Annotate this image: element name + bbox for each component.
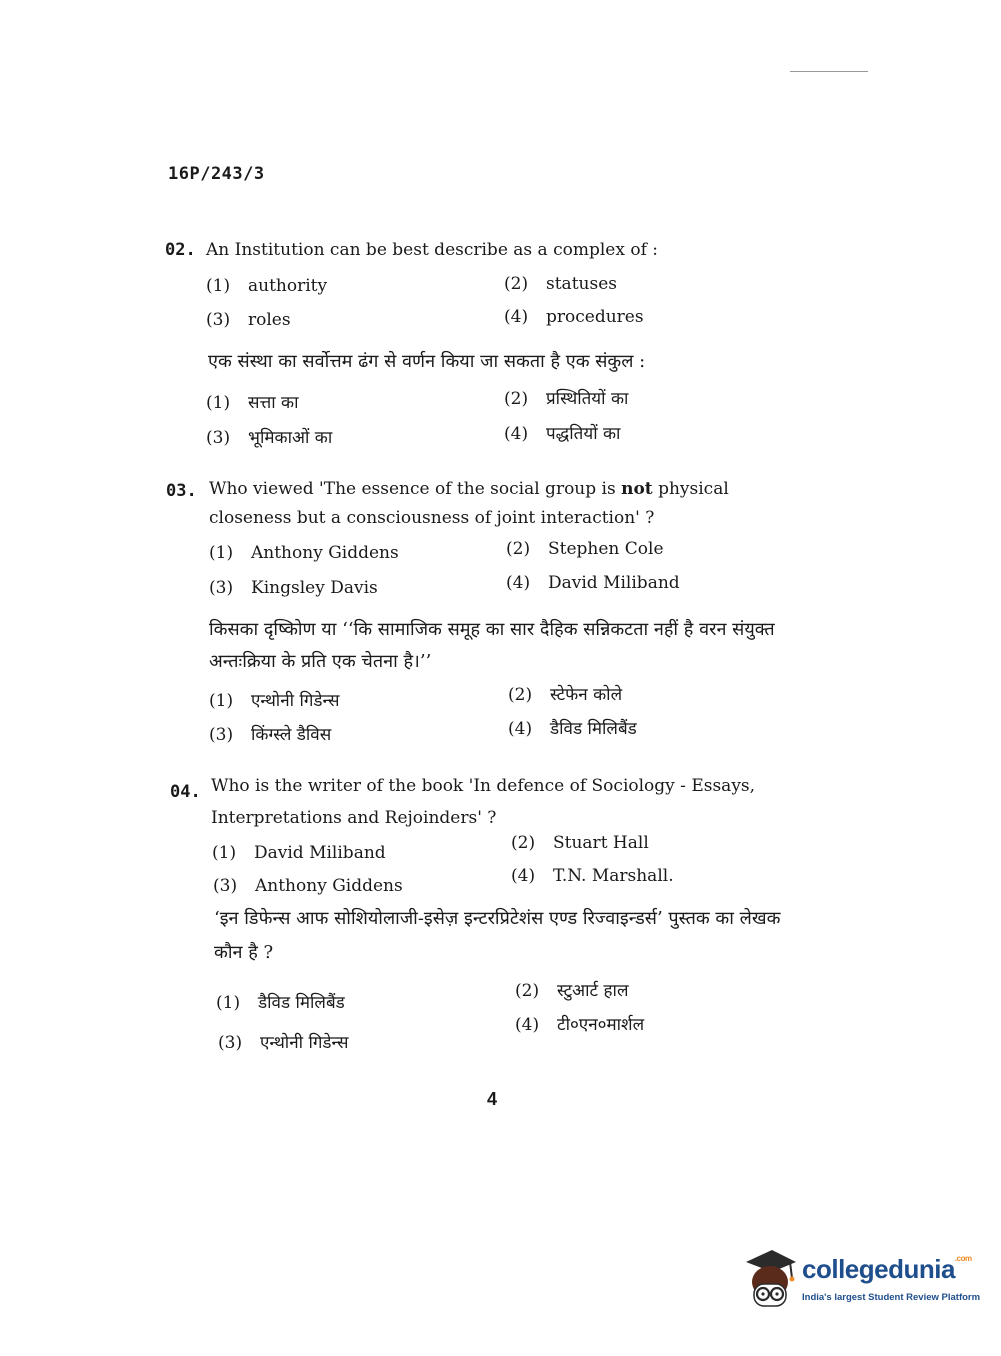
option-1-hindi: (1) डैविड मिलिबैंड — [216, 993, 345, 1013]
question-text: Who viewed 'The essence of the social group is not physical closeness but a consciousness of joint interaction' ? — [209, 479, 729, 528]
question-text-hindi: किसका दृष्किोण या ‘‘कि सामाजिक समूह का सार दैहिक सन्निकटता नहीं है वरन संयुक्त अन्तःक्रिया के प्रति एक चेतना है।’’ — [209, 619, 775, 672]
option-4: (4) procedures — [504, 307, 644, 327]
option-3: (3) Anthony Giddens — [213, 876, 403, 896]
option-2-hindi: (2) स्टुआर्ट हाल — [515, 981, 629, 1001]
question-text-hindi: एक संस्था का सर्वोत्तम ढंग से वर्णन किया जा सकता है एक संकुल : — [208, 351, 646, 372]
option-4: (4) David Miliband — [506, 573, 680, 593]
mascot-icon — [742, 1248, 798, 1312]
option-1-hindi: (1) एन्थोनी गिडेन्स — [209, 691, 340, 711]
option-4: (4) T.N. Marshall. — [511, 866, 674, 886]
question-text: An Institution can be best describe as a complex of : — [206, 240, 658, 260]
option-3-hindi: (3) भूमिकाओं का — [206, 428, 333, 448]
question-text: Who is the writer of the book 'In defence of Sociology - Essays, Interpretations and Rejoinders' ? — [211, 776, 756, 828]
page-number: 4 — [487, 1089, 498, 1109]
option-2: (2) Stephen Cole — [506, 539, 664, 559]
option-4-hindi: (4) डैविड मिलिबैंड — [508, 719, 637, 739]
paper-code: 16P/243/3 — [168, 164, 265, 184]
question-number: 04. — [170, 782, 201, 802]
question-number: 03. — [166, 481, 197, 501]
brand-name: collegedunia$^{.com}$ — [802, 1254, 972, 1284]
option-4-hindi: (4) पद्धतियों का — [504, 424, 621, 444]
question-text-hindi: ‘इन डिफेन्स आफ सोशियोलाजी-इसेज़ इन्टरप्रिटेशंस एण्ड रिज्वाइन्डर्स’ पुस्तक का लेखक कौन है ? — [214, 908, 781, 963]
collegedunia-logo — [742, 1248, 981, 1318]
option-1: (1) Anthony Giddens — [209, 543, 399, 563]
option-3-hindi: (3) एन्थोनी गिडेन्स — [218, 1033, 349, 1053]
question-number: 02. — [165, 240, 196, 260]
option-1-hindi: (1) सत्ता का — [206, 393, 299, 413]
top-rule — [790, 71, 868, 72]
option-2-hindi: (2) प्रस्थितियों का — [504, 389, 629, 409]
option-3-hindi: (3) किंग्स्ले डैविस — [209, 725, 332, 745]
option-1: (1) David Miliband — [212, 843, 386, 863]
option-3: (3) roles — [206, 310, 291, 330]
option-1: (1) authority — [206, 276, 328, 296]
option-2: (2) Stuart Hall — [511, 833, 649, 853]
option-2: (2) statuses — [504, 274, 617, 294]
brand-tagline: India's largest Student Review Platform — [802, 1292, 981, 1303]
option-4-hindi: (4) टी०एन०मार्शल — [515, 1015, 645, 1035]
option-2-hindi: (2) स्टेफेन कोले — [508, 685, 623, 705]
option-3: (3) Kingsley Davis — [209, 578, 378, 598]
